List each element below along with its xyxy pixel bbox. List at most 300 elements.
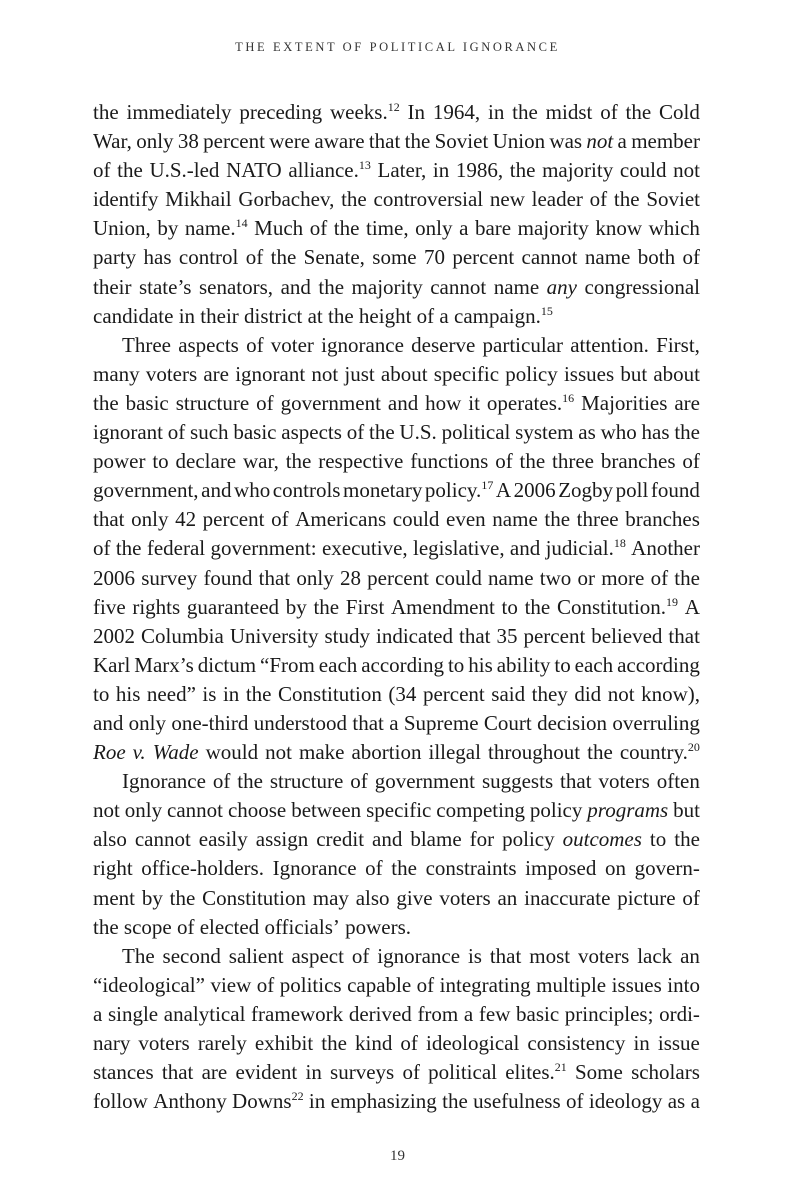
text-run: his [115,681,141,706]
text-line [93,1029,700,1058]
word [238,185,334,214]
word [164,1000,246,1029]
text-run: second [162,943,221,968]
word [405,127,431,156]
text-run: Supreme [403,710,479,735]
text-run: Much [254,216,304,241]
word [273,854,357,883]
text-run: midst [545,100,593,124]
word [591,622,662,651]
text-run: immediately [126,100,232,124]
text-run: on [604,856,626,881]
word [352,709,384,738]
text-run: few [478,1001,511,1026]
word [366,214,409,243]
text-run: name [488,565,534,590]
word [601,447,676,476]
text-run: judicial. [545,536,614,561]
word [286,447,312,476]
word [163,942,221,971]
text-run: a [690,1089,700,1114]
word [430,273,486,302]
word [341,185,367,214]
footnote-marker: 21 [554,1060,567,1075]
text-run: has [143,245,172,270]
word [514,476,556,505]
text-run: aware [314,129,365,154]
text-run: voters [598,769,650,794]
text-run: Later, [377,158,427,183]
word [350,767,368,796]
word [199,825,248,854]
word [491,680,525,709]
text-run: give [396,885,433,910]
word [347,418,365,447]
word [428,1058,497,1087]
word [426,854,517,883]
word [502,825,555,854]
text-run: 70 [423,245,445,270]
word [540,564,572,593]
word [497,651,551,680]
word [590,185,608,214]
text-run: two [539,565,572,590]
text-run: branches [625,507,700,532]
word [626,98,652,127]
italic-text: any [546,274,577,299]
text-run: In [407,100,426,124]
word [223,680,239,709]
text-run: found [203,565,253,590]
text-run: name [493,274,540,299]
text-run: the [313,594,340,619]
word [157,214,178,243]
text-run: Downs [232,1089,292,1114]
word [682,447,700,476]
text-run: that [93,507,125,532]
text-run: weeks. [329,100,388,124]
text-run: Anthony [153,1089,227,1114]
text-run: ignorant [93,420,163,445]
word [532,680,568,709]
word [493,127,546,156]
text-run: the [587,740,613,765]
text-run: majority [542,158,614,183]
text-run: NATO [226,158,282,183]
text-run: basic [516,1001,560,1026]
word [391,854,417,883]
text-run: voter [270,332,314,357]
word [330,1058,394,1087]
word [564,360,614,389]
word [122,942,155,971]
text-run: the [512,100,538,124]
text-run: kind [355,1031,393,1055]
text-run: of [566,1089,584,1114]
text-run: not [265,740,292,765]
text-run: Constitution [278,681,382,706]
word [633,1029,649,1058]
text-run: basic [125,390,169,415]
word [122,767,206,796]
italic-text: outcomes [562,827,642,852]
word [515,418,573,447]
text-run: the [404,129,431,154]
footnote-marker: 18 [613,536,626,551]
word [410,447,488,476]
word [149,156,219,185]
text-run: emphasizing [330,1089,437,1114]
text-run: just [344,361,375,386]
text-run: are [674,390,700,415]
text-run: also [93,827,127,852]
text-run: Senate, [303,245,365,270]
text-run: leader [531,187,583,212]
word [328,302,354,331]
text-run: an [497,885,518,910]
text-run: government, [93,478,199,503]
word [288,156,371,185]
text-line [93,942,700,971]
word [425,476,493,505]
italic-text: programs [587,798,669,823]
word [246,680,272,709]
text-run: in [308,1089,326,1114]
text-run: could [619,158,667,183]
word [93,709,123,738]
word [459,622,491,651]
text-run: War, [93,129,132,154]
text-line [93,709,700,738]
text-run: many [93,361,140,386]
word [134,651,194,680]
word [246,331,264,360]
text-run: is [202,681,217,706]
text-run: Constitution. [556,594,667,619]
text-run: multiple [536,972,607,997]
text-line [93,302,700,331]
text-run: of [256,390,274,415]
text-run: of [600,100,618,124]
text-run: party [93,245,137,270]
word [536,971,606,1000]
text-run: follow [93,1089,148,1114]
word [682,243,700,272]
word [162,1058,194,1087]
word [646,185,700,214]
word [254,214,303,243]
word [233,418,276,447]
text-run: of [416,303,435,328]
word [203,360,229,389]
text-run: Amendment [391,594,495,619]
word [179,302,195,331]
text-run: found [650,478,700,503]
text-run: by [285,594,307,619]
text-run: only [296,565,334,590]
text-run: at [307,303,323,328]
text-run: it [468,390,480,415]
text-run: Zogby [558,478,614,503]
word [93,98,119,127]
text-run: Constitution [202,885,306,910]
text-run: controls [272,478,341,503]
word [340,564,361,593]
word [343,476,422,505]
text-run: a [93,1001,103,1026]
word [235,360,305,389]
word [93,243,136,272]
text-run: congressional [584,274,700,299]
word [168,418,186,447]
text-run: Soviet [434,129,489,154]
word [278,680,382,709]
text-run: to [501,594,518,619]
word [483,331,563,360]
text-run: nary [93,1031,131,1055]
text-run: 42 [175,507,197,532]
word [352,942,370,971]
word [525,854,596,883]
text-run: or [577,565,595,590]
word [351,738,421,767]
word [436,796,525,825]
text-run: into [667,972,700,997]
text-run: branches [600,449,676,474]
word [147,680,196,709]
text-run: structure [175,390,250,415]
word [585,243,630,272]
word [637,942,672,971]
word [618,127,627,156]
text-run: Marx’s [134,652,194,677]
text-run: were [269,129,311,154]
text-run: declare [175,449,237,474]
word [367,564,429,593]
word [442,418,511,447]
text-run: of [351,943,370,968]
text-run: their [93,274,132,299]
word [176,389,249,418]
text-run: politics [279,972,342,997]
word [523,622,585,651]
word [565,1000,654,1029]
footnote-marker: 20 [687,740,700,755]
text-run: district [244,303,303,328]
text-run: ordi- [659,1001,700,1026]
text-run: ideology [588,1089,663,1114]
text-run: by [157,216,179,241]
word [375,767,475,796]
word [423,680,485,709]
page-number: 19 [390,1148,405,1164]
text-run: cannot [430,274,487,299]
word [525,593,551,622]
text-run: voters [145,361,198,386]
text-run: of [682,885,700,910]
word [232,1087,304,1116]
word [378,156,427,185]
word [108,1000,158,1029]
text-run: not [607,681,635,706]
text-run: of [495,449,513,474]
word [273,476,341,505]
text-run: Americans [295,507,387,532]
text-line [93,98,700,127]
word [667,971,700,1000]
text-run: of [416,972,435,997]
word [310,214,328,243]
word [347,971,411,1000]
word [321,1029,347,1058]
text-run: ment [93,885,135,910]
word [468,651,493,680]
text-run: Court [483,710,532,735]
text-run: imposed [525,856,597,881]
text-run: also [355,885,390,910]
text-run: majority [351,274,423,299]
word [616,476,649,505]
text-run: political [441,420,511,445]
text-run: picture [617,885,676,910]
word [139,273,192,302]
text-run: and [387,390,419,415]
word [202,1058,228,1087]
text-run: the [245,681,272,706]
word [152,447,168,476]
footnote-marker: 17 [481,478,494,493]
text-run: such [190,420,229,445]
text-run: five [93,594,126,619]
text-run: The [122,943,155,968]
word [448,651,464,680]
word [93,505,125,534]
text-run: only [136,129,174,154]
text-run: only [124,798,163,823]
text-run: of [167,420,186,445]
text-run: 2006 [93,565,135,590]
word [93,854,133,883]
word [93,273,131,302]
text-line [93,360,700,389]
text-run: Some [575,1060,623,1085]
word [93,1029,130,1058]
text-run: legislative, [413,536,505,561]
text-run: a [459,216,469,241]
word [296,564,333,593]
text-run: was [549,129,583,154]
body-text [93,98,700,1116]
word [93,534,111,563]
word [93,418,163,447]
word [295,505,386,534]
text-line [93,243,700,272]
word [404,709,479,738]
word [490,942,522,971]
text-run: one-third [171,710,249,735]
word [260,651,315,680]
word [581,389,667,418]
word [578,942,629,971]
word [352,273,423,302]
text-run: of [93,536,111,561]
text-run: and [201,478,232,503]
word [527,1029,625,1058]
word [518,214,589,243]
text-run: (34 [388,681,417,706]
word [254,709,347,738]
footnote-marker: 13 [358,158,371,173]
word [165,185,232,214]
text-run: policy. [424,478,482,503]
word [361,651,444,680]
text-line [93,593,700,622]
footnote-marker: 14 [235,216,248,231]
word [417,1000,458,1029]
text-run: U.S. [399,420,437,445]
text-run: office-holders. [141,856,264,881]
word [365,854,383,883]
word [313,593,339,622]
text-run: Three [122,332,171,357]
word [381,360,428,389]
word [325,622,371,651]
text-line [93,738,700,767]
text-run: the [613,187,640,212]
word [620,156,667,185]
word [601,418,637,447]
text-run: throughout [487,740,581,765]
text-run: the [237,769,263,794]
text-run: state’s [138,274,192,299]
word [566,1087,584,1116]
word [142,884,163,913]
text-line [93,331,700,360]
text-run: understood [253,710,348,735]
italic-text: Wade [152,740,199,765]
text-run: 1964, [432,100,481,124]
word [355,1029,392,1058]
text-run: framework [251,1001,344,1026]
word [153,738,199,767]
word [617,651,700,680]
text-run: the [519,449,546,474]
word [203,564,252,593]
word [256,389,274,418]
text-run: rights [132,594,181,619]
word [291,942,343,971]
word [129,709,166,738]
word [141,564,197,593]
text-run: indicated [376,623,453,648]
word [442,1087,468,1116]
text-run: and [280,274,311,299]
word [468,942,482,971]
text-run: assign [255,827,309,852]
word [554,651,570,680]
word [176,447,237,476]
text-run: the [93,914,119,939]
word [435,127,489,156]
text-run: the [285,449,312,474]
text-run: but [620,361,648,386]
text-run: constraints [425,856,517,881]
word [585,273,700,302]
text-run: the [442,1089,468,1114]
text-run: preceding [239,100,323,124]
text-run: Columbia [141,623,224,648]
text-run: are [201,1060,228,1085]
